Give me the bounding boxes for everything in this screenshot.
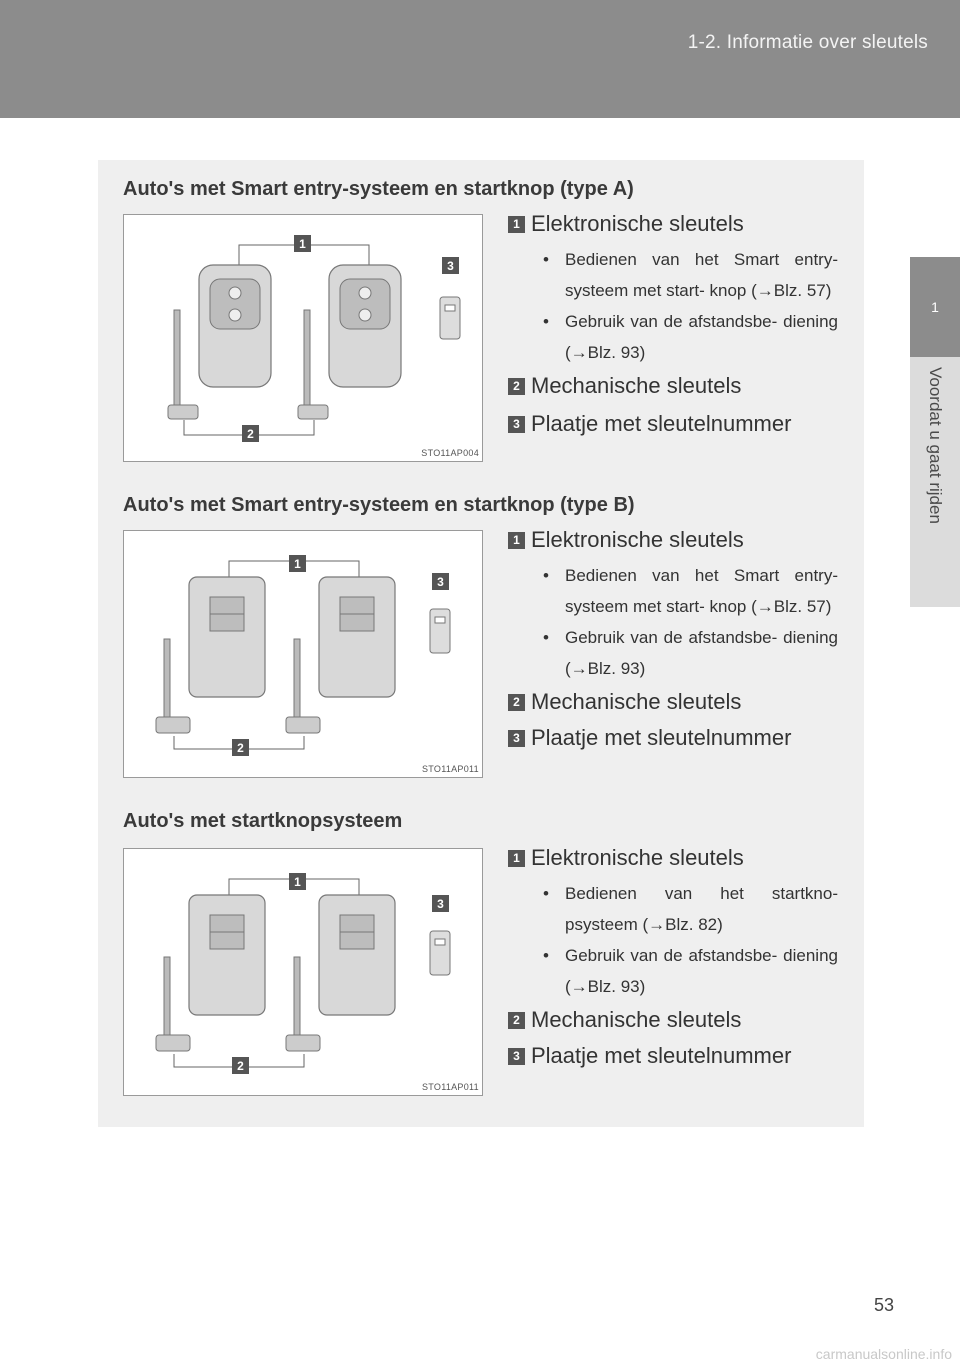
section-title: Auto's met startknopsysteem [123, 810, 403, 832]
smart-key-fob [189, 577, 265, 697]
mechanical-key-head [156, 1035, 190, 1051]
number-badge: 2 [508, 694, 525, 711]
mechanical-key-head [286, 717, 320, 733]
number-badge: 3 [508, 1048, 525, 1065]
key-illustration [123, 214, 483, 462]
legend-list [508, 210, 838, 438]
bullet-text: Bedienen van het Smart entry-systeem met start- knop (→Blz. 57) [565, 566, 838, 616]
bullet-item: • Gebruik van de afstandsbe- diening (→Blz. 93) [543, 628, 838, 678]
legend-label: Mechanische sleutels [531, 1007, 742, 1032]
svg-text:3: 3 [437, 897, 444, 911]
page-number: 53 [873, 1295, 894, 1315]
legend-item [508, 372, 838, 400]
smart-key-fob [189, 895, 265, 1015]
figure-code: STO11AP011 [421, 764, 479, 774]
bullet-item: • Gebruik van de afstandsbe- diening (→Blz. 93) [543, 946, 838, 996]
legend-item [508, 1042, 838, 1070]
legend-label: Mechanische sleutels [531, 373, 742, 398]
figure-code: STO11AP004 [421, 448, 479, 458]
figure-code: STO11AP011 [421, 1082, 479, 1092]
key-illustration [123, 530, 483, 778]
content-panel [98, 160, 864, 1127]
key-number-plate [440, 297, 460, 339]
mechanical-key-blade [304, 310, 310, 405]
svg-text:1: 1 [294, 875, 301, 889]
number-badge: 1 [508, 850, 525, 867]
mechanical-key-head [156, 717, 190, 733]
section-title: Auto's met Smart entry-systeem en startknop (type B) [123, 494, 635, 516]
bullet-item: • Bedienen van het Smart entry-systeem met start- knop (→Blz. 57) [543, 250, 838, 300]
smart-key-fob [319, 895, 395, 1015]
legend-item [508, 210, 838, 238]
smart-key-fob [319, 577, 395, 697]
mechanical-key-blade [164, 957, 170, 1037]
svg-text:2: 2 [247, 427, 254, 441]
svg-text:3: 3 [437, 575, 444, 589]
chapter-tab-label: Voordat u gaat rijden [926, 367, 945, 524]
chapter-title: 1-2. Informatie over sleutels [687, 32, 928, 53]
bullet-text: Bedienen van het Smart entry-systeem met start- knop (→Blz. 57) [565, 250, 838, 300]
legend-item [508, 688, 838, 716]
legend-label: Elektronische sleutels [531, 527, 744, 552]
chapter-tab-number: 1 [910, 257, 960, 357]
chapter-tab [910, 357, 960, 607]
svg-text:1: 1 [294, 557, 301, 571]
legend-label: Elektronische sleutels [531, 845, 744, 870]
number-badge: 1 [508, 532, 525, 549]
bullet-text: Gebruik van de afstandsbe- diening (→Blz. 93) [565, 946, 838, 996]
legend-label: Plaatje met sleutelnummer [531, 1043, 792, 1068]
svg-text:2: 2 [237, 741, 244, 755]
key-illustration [123, 848, 483, 1096]
mechanical-key-blade [164, 639, 170, 719]
mechanical-key-blade [294, 639, 300, 719]
legend-label: Elektronische sleutels [531, 211, 744, 236]
legend-item [508, 410, 838, 438]
number-badge: 3 [508, 730, 525, 747]
legend-list [508, 844, 838, 1070]
legend-label: Mechanische sleutels [531, 689, 742, 714]
number-badge: 2 [508, 378, 525, 395]
legend-label: Plaatje met sleutelnummer [531, 411, 792, 436]
mechanical-key-head [168, 405, 198, 419]
legend-list [508, 526, 838, 752]
legend-item [508, 844, 838, 872]
bullet-item: • Gebruik van de afstandsbe- diening (→Blz. 93) [543, 312, 838, 362]
bullet-item: • Bedienen van het Smart entry-systeem met start- knop (→Blz. 57) [543, 566, 838, 616]
number-badge: 2 [508, 1012, 525, 1029]
legend-item [508, 526, 838, 554]
svg-text:1: 1 [299, 237, 306, 251]
mechanical-key-blade [174, 310, 180, 405]
svg-text:2: 2 [237, 1059, 244, 1073]
mechanical-key-blade [294, 957, 300, 1037]
watermark: carmanualsonline.info [815, 1346, 952, 1362]
mechanical-key-head [286, 1035, 320, 1051]
bullet-text: Gebruik van de afstandsbe- diening (→Blz. 93) [565, 628, 838, 678]
mechanical-key-head [298, 405, 328, 419]
legend-label: Plaatje met sleutelnummer [531, 725, 792, 750]
number-badge: 3 [508, 416, 525, 433]
svg-text:3: 3 [447, 259, 454, 273]
keys-drawing [124, 215, 482, 461]
key-number-plate [430, 931, 450, 975]
keys-drawing [124, 849, 482, 1095]
page-header [0, 0, 960, 118]
section-title: Auto's met Smart entry-systeem en startknop (type A) [123, 178, 634, 200]
legend-item [508, 1006, 838, 1034]
number-badge: 1 [508, 216, 525, 233]
key-number-plate [430, 609, 450, 653]
legend-item [508, 724, 838, 752]
bullet-text: Gebruik van de afstandsbe- diening (→Blz. 93) [565, 312, 838, 362]
bullet-item: • Bedienen van het startkno- psysteem (→Blz. 82) [543, 884, 838, 934]
keys-drawing [124, 531, 482, 777]
bullet-text: Bedienen van het startkno- psysteem (→Blz. 82) [565, 884, 838, 934]
